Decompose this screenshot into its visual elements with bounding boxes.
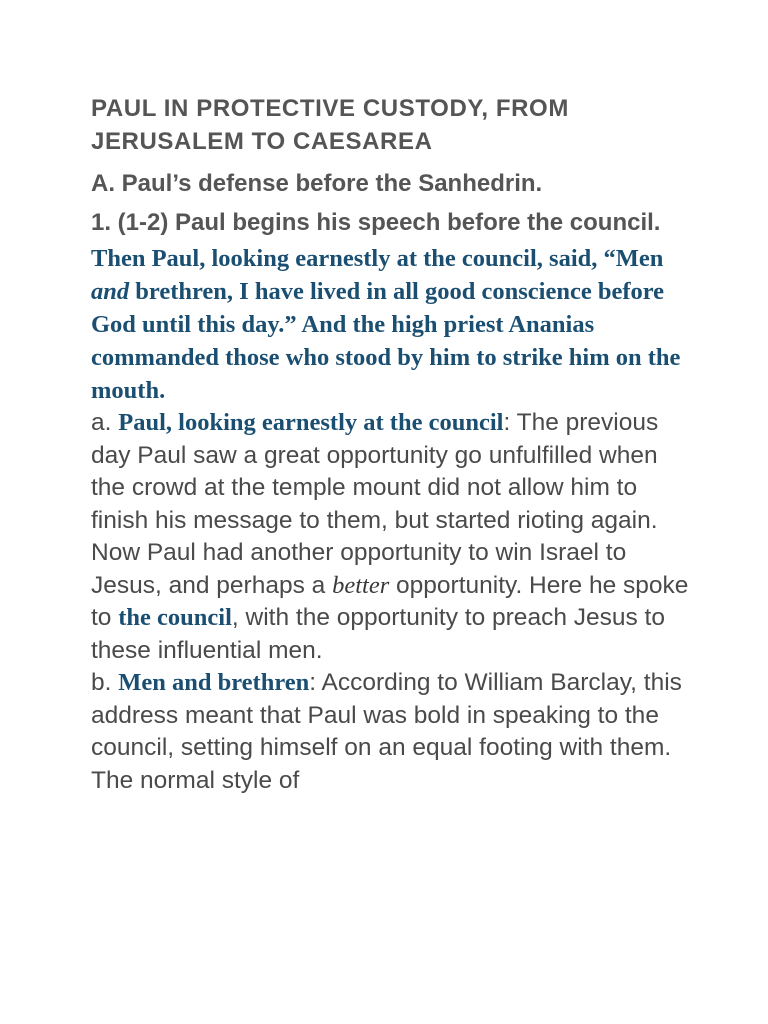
page-title (91, 92, 691, 158)
para-b-prefix: b. (91, 669, 119, 696)
para-a-text-3: , with the opportunity to preach Jesus to these influential men. (91, 604, 665, 664)
section-heading-a: A. Paul’s defense before the Sanhedrin. (91, 170, 543, 197)
para-a-highlight: Paul, looking earnestly at the council (118, 409, 504, 436)
commentary-paragraph-b (91, 667, 691, 797)
scripture-quote (91, 242, 691, 407)
para-a-text-1: : The previous day Paul saw a great opportunity go unfulfilled when the crowd at the temple mount did not allow him to finish his message to them, but started rioting again. Now Paul had another opportunity to win Israel to Jesus, and perhaps a (91, 409, 659, 599)
scripture-part-1: Then Paul, looking earnestly at the council, said, “Men (91, 245, 664, 272)
para-b-text-1: : According to William Barclay, this address meant that Paul was bold in speaking to the council, setting himself on an equal footing with them. The normal style of (91, 669, 682, 794)
scripture-part-2: brethren, I have lived in all good conscience before God until this day.” And the high priest Ananias commanded those who stood by him to strike him on the mouth. (91, 278, 681, 404)
title-line-2: JERUSALEM TO CAESAREA (91, 128, 433, 155)
commentary-paragraph-a (91, 407, 691, 667)
title-line-1: PAUL IN PROTECTIVE CUSTODY, FROM (91, 95, 569, 122)
para-a-italic: better (332, 571, 390, 599)
para-a-highlight-2: the council (118, 604, 232, 631)
para-b-highlight: Men and brethren (118, 669, 310, 696)
point-heading-1: 1. (1-2) Paul begins his speech before the council. (91, 209, 661, 236)
para-a-text-2: opportunity. Here he spoke to (91, 571, 689, 631)
scripture-italic: and (91, 278, 130, 305)
document-page (91, 92, 691, 797)
para-a-prefix: a. (91, 409, 119, 436)
